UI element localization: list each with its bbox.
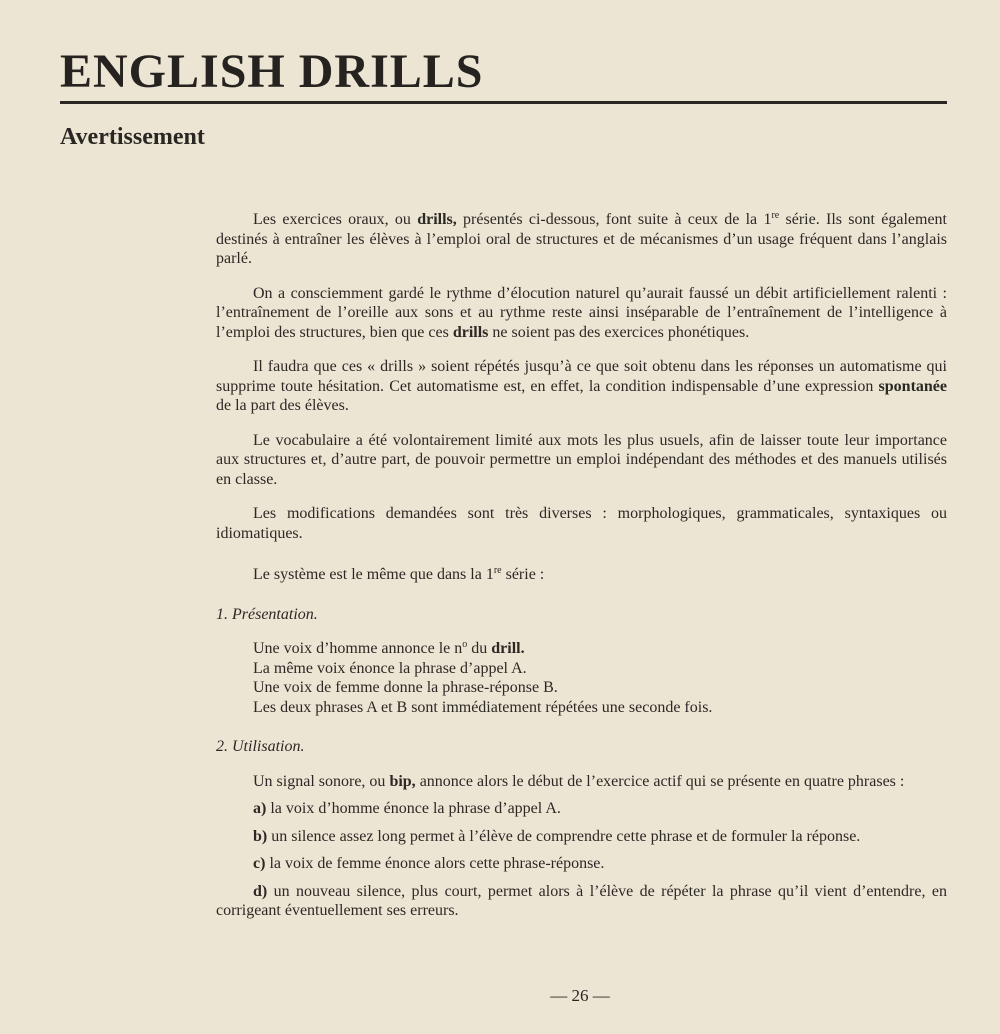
presentation-line-1: Une voix d’homme annonce le $n^o$ du drill. (253, 639, 525, 657)
list-item-c: c) la voix de femme énonce alors cette phrase-réponse. (253, 855, 605, 872)
presentation-line-3: Une voix de femme donne la phrase-réponse B. (253, 679, 558, 696)
list-item-d: d) un nouveau silence, plus court, permet alors à l’élève de répéter la phrase qu’il vient d’entendre, en corrigeant éventuellement ses erreurs. (216, 882, 947, 919)
page-number: — 26 — (550, 986, 610, 1005)
list-item-b: b) un silence assez long permet à l’élève de comprendre cette phrase et de formuler la réponse. (253, 827, 861, 845)
presentation-lines (216, 639, 947, 717)
page-title: ENGLISH DRILLS (60, 45, 484, 98)
paragraph-2: On a consciemment gardé le rythme d’élocution naturel qu’aurait faussé un débit artificiellement ralenti : l’entraînement de l’oreille aux sons et au rythme reste ainsi inséparable de l’entraînement de l’intelligence à l’emploi des structures, bien que ces drills ne soient pas des exercices phonétiques. (216, 284, 947, 341)
paragraph-1: Les exercices oraux, ou drills, présentés ci-dessous, font suite à ceux de la 1re série. Ils sont également destinés à entraîner les élèves à l’emploi oral de structures et de mécanismes d’un usage fréquent dans l’anglais parlé. (216, 210, 947, 267)
presentation-line-2: La même voix énonce la phrase d’appel A. (253, 659, 527, 677)
body-text (216, 210, 947, 921)
section-heading-utilisation: 2. Utilisation. (216, 738, 305, 755)
paragraph-6: Le système est le même que dans la 1re série : (253, 565, 545, 583)
paragraph-4: Le vocabulaire a été volontairement limité aux mots les plus usuels, afin de laisser toute leur importance aux structures et, d’autre part, de pouvoir permettre un emploi indépendant des méthodes et des manuels utilisés en classe. (216, 431, 947, 488)
paragraph-3: Il faudra que ces « drills » soient répétés jusqu’à ce que soit obtenu dans les réponses un automatisme qui supprime toute hésitation. Cet automatisme est, en effet, la condition indispensable d’une expression spontanée de la part des élèves. (216, 358, 947, 414)
paragraph-5: Les modifications demandées sont très diverses : morphologiques, grammaticales, syntaxiques ou idiomatiques. (216, 505, 947, 542)
section-heading-presentation: 1. Présentation. (216, 605, 318, 623)
presentation-line-4: Les deux phrases A et B sont immédiatement répétées une seconde fois. (253, 698, 713, 716)
utilisation-intro: Un signal sonore, ou bip, annonce alors le début de l’exercice actif qui se présente en quatre phrases : (253, 772, 905, 790)
title-rule (60, 101, 947, 104)
section-subtitle: Avertissement (60, 124, 205, 150)
list-item-a: a) la voix d’homme énonce la phrase d’appel A. (253, 800, 561, 817)
